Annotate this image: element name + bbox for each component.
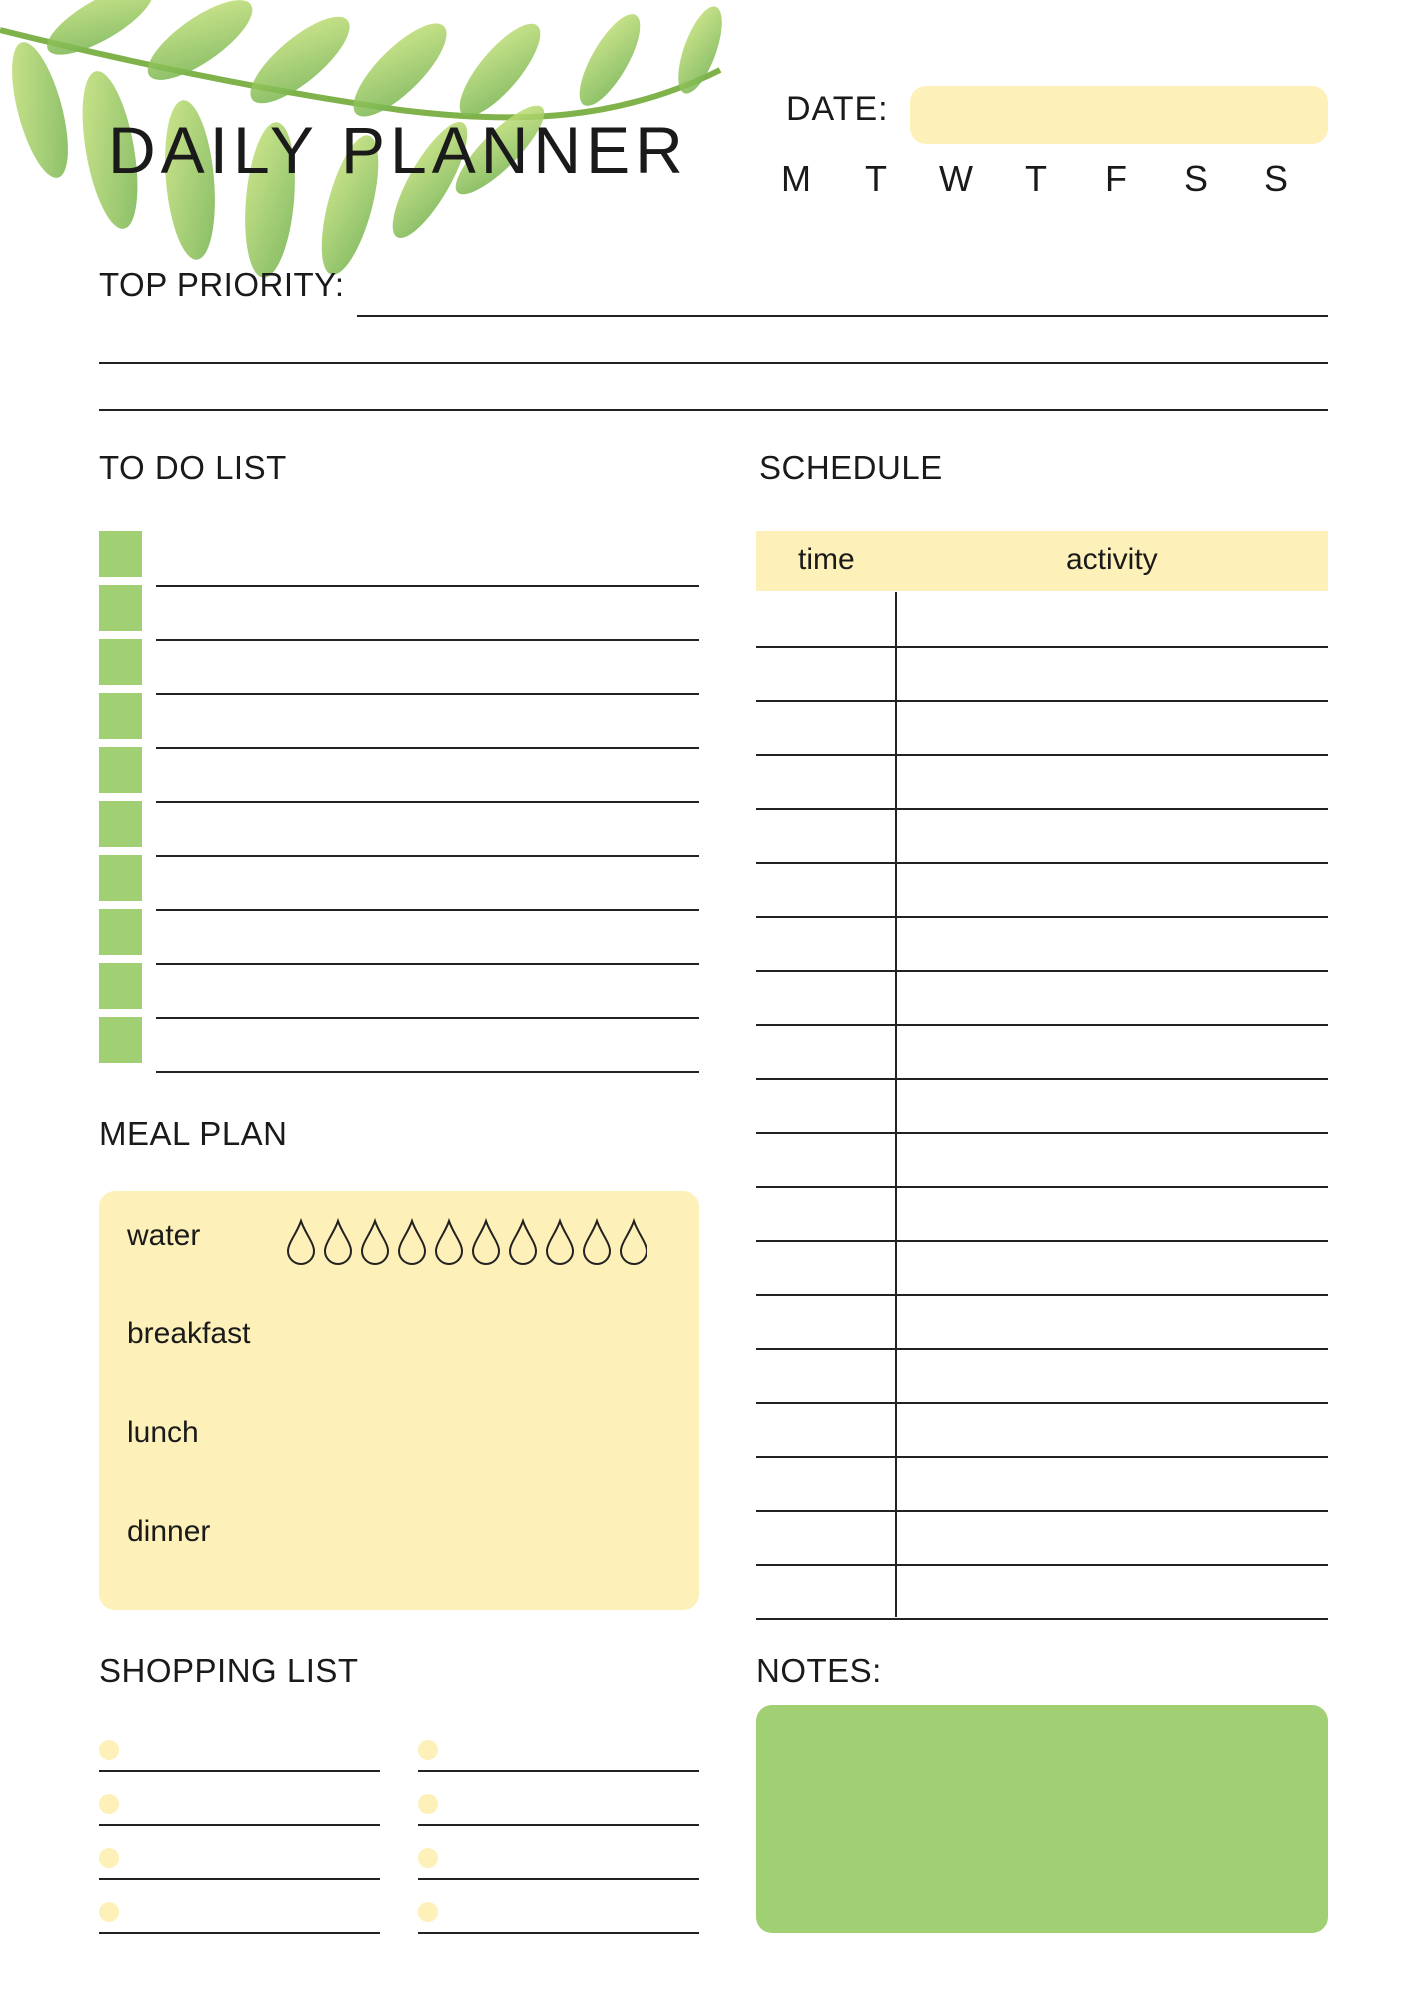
water-drop-icon[interactable] — [510, 1221, 536, 1264]
day-wednesday[interactable]: W — [939, 158, 973, 199]
checkbox-square-icon[interactable] — [99, 1017, 142, 1063]
todo-line[interactable] — [156, 855, 699, 857]
day-thursday[interactable]: T — [1025, 158, 1047, 199]
shopping-list-label: SHOPPING LIST — [99, 1652, 359, 1689]
water-drop-icon[interactable] — [399, 1221, 425, 1264]
water-drop-icon[interactable] — [584, 1221, 610, 1264]
day-tuesday[interactable]: T — [865, 158, 887, 199]
schedule-row[interactable] — [756, 1618, 1328, 1620]
shopping-item-line[interactable] — [99, 1932, 380, 1934]
schedule-row[interactable] — [756, 1348, 1328, 1350]
dinner-label[interactable]: dinner — [127, 1515, 211, 1548]
todo-list-label: TO DO LIST — [99, 449, 287, 486]
water-drop-icon[interactable] — [362, 1221, 388, 1264]
dot-bullet-icon — [99, 1902, 119, 1922]
dot-bullet-icon — [418, 1794, 438, 1814]
lunch-label[interactable]: lunch — [127, 1416, 199, 1449]
water-drop-icon[interactable] — [547, 1221, 573, 1264]
schedule-row[interactable] — [756, 754, 1328, 756]
day-friday[interactable]: F — [1105, 158, 1127, 199]
schedule-row[interactable] — [756, 862, 1328, 864]
shopping-item-line[interactable] — [418, 1770, 699, 1772]
checkbox-square-icon[interactable] — [99, 801, 142, 847]
checkbox-square-icon[interactable] — [99, 639, 142, 685]
dot-bullet-icon — [99, 1740, 119, 1760]
todo-line[interactable] — [156, 585, 699, 587]
checkbox-square-icon[interactable] — [99, 909, 142, 955]
top-priority-label: TOP PRIORITY: — [99, 266, 345, 303]
date-label: DATE: — [786, 90, 889, 128]
schedule-time-header: time — [798, 543, 855, 576]
page-title: DAILY PLANNER — [108, 113, 688, 187]
todo-line[interactable] — [156, 693, 699, 695]
todo-line[interactable] — [156, 639, 699, 641]
shopping-item-line[interactable] — [418, 1932, 699, 1934]
shopping-item-line[interactable] — [99, 1878, 380, 1880]
shopping-item-line[interactable] — [418, 1878, 699, 1880]
checkbox-square-icon[interactable] — [99, 531, 142, 577]
schedule-row[interactable] — [756, 1564, 1328, 1566]
todo-line[interactable] — [156, 1071, 699, 1073]
checkbox-square-icon[interactable] — [99, 585, 142, 631]
priority-line[interactable] — [99, 362, 1328, 364]
schedule-row[interactable] — [756, 970, 1328, 972]
todo-line[interactable] — [156, 963, 699, 965]
dot-bullet-icon — [99, 1794, 119, 1814]
todo-line[interactable] — [156, 801, 699, 803]
checkbox-square-icon[interactable] — [99, 963, 142, 1009]
checkbox-square-icon[interactable] — [99, 855, 142, 901]
schedule-row[interactable] — [756, 1132, 1328, 1134]
schedule-row[interactable] — [756, 808, 1328, 810]
water-drop-icon[interactable] — [621, 1221, 647, 1264]
shopping-item-line[interactable] — [99, 1770, 380, 1772]
dot-bullet-icon — [418, 1740, 438, 1760]
todo-line[interactable] — [156, 1017, 699, 1019]
breakfast-label[interactable]: breakfast — [127, 1317, 251, 1350]
schedule-column-divider — [895, 592, 897, 1617]
dot-bullet-icon — [418, 1902, 438, 1922]
shopping-item-line[interactable] — [99, 1824, 380, 1826]
meal-plan-box — [99, 1191, 699, 1610]
schedule-row[interactable] — [756, 1186, 1328, 1188]
priority-line[interactable] — [99, 409, 1328, 411]
notes-area[interactable] — [756, 1705, 1328, 1933]
schedule-header — [756, 531, 1328, 591]
schedule-row[interactable] — [756, 1240, 1328, 1242]
water-label: water — [127, 1219, 201, 1252]
schedule-row[interactable] — [756, 1078, 1328, 1080]
water-drop-icon[interactable] — [473, 1221, 499, 1264]
checkbox-square-icon[interactable] — [99, 747, 142, 793]
shopping-item-line[interactable] — [418, 1824, 699, 1826]
water-drop-icon[interactable] — [436, 1221, 462, 1264]
water-tracker — [287, 1217, 647, 1269]
checkbox-square-icon[interactable] — [99, 693, 142, 739]
schedule-label: SCHEDULE — [759, 449, 943, 486]
dot-bullet-icon — [99, 1848, 119, 1868]
todo-line[interactable] — [156, 909, 699, 911]
schedule-row[interactable] — [756, 1024, 1328, 1026]
schedule-row[interactable] — [756, 1510, 1328, 1512]
schedule-row[interactable] — [756, 1402, 1328, 1404]
schedule-activity-header: activity — [1066, 543, 1158, 576]
water-drop-icon[interactable] — [288, 1221, 314, 1264]
schedule-row[interactable] — [756, 700, 1328, 702]
schedule-row[interactable] — [756, 1294, 1328, 1296]
meal-plan-label: MEAL PLAN — [99, 1115, 288, 1152]
notes-label: NOTES: — [756, 1652, 882, 1689]
todo-line[interactable] — [156, 747, 699, 749]
day-saturday[interactable]: S — [1183, 158, 1208, 199]
day-sunday[interactable]: S — [1263, 158, 1288, 199]
dot-bullet-icon — [418, 1848, 438, 1868]
day-monday[interactable]: M — [781, 158, 811, 199]
schedule-row[interactable] — [756, 646, 1328, 648]
date-field[interactable] — [910, 86, 1328, 144]
water-drop-icon[interactable] — [325, 1221, 351, 1264]
priority-line[interactable] — [357, 315, 1328, 317]
schedule-row[interactable] — [756, 1456, 1328, 1458]
schedule-row[interactable] — [756, 916, 1328, 918]
